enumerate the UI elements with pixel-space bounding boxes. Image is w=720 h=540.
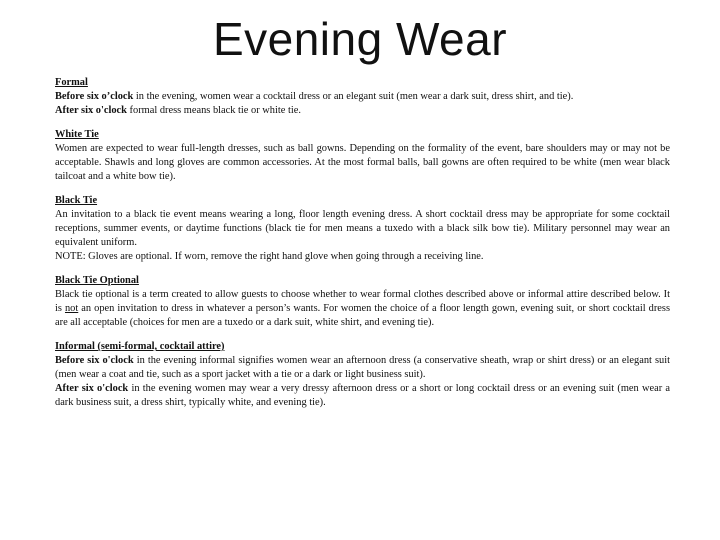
black-tie-optional-emphasis: not: [64, 303, 79, 314]
black-tie-optional-paragraph: [55, 288, 670, 330]
formal-after-six-text: formal dress means black tie or white tie.: [126, 105, 301, 116]
section-informal: [55, 340, 670, 410]
black-tie-optional-text-after: an open invitation to dress in whatever a person’s wants. For women the choice of a floor length gown, evening suit, or short cocktail dress are all acceptable (choices for men are a tuxedo or a dark suit, white shirt, and evening tie).: [55, 303, 670, 328]
section-heading-black-tie: Black Tie: [55, 195, 98, 206]
formal-after-six-lead: After six o'clock: [55, 105, 127, 116]
formal-after-six-paragraph: [55, 104, 670, 118]
informal-before-six-lead: Before six o'clock: [55, 355, 134, 366]
informal-after-six-lead: After six o'clock: [55, 383, 129, 394]
section-heading-informal: Informal (semi-formal, cocktail attire): [55, 341, 225, 352]
section-formal: [55, 76, 670, 118]
document-body: [55, 76, 670, 420]
white-tie-paragraph: Women are expected to wear full-length dresses, such as ball gowns. Depending on the formality of the event, bare shoulders may or may not be acceptable. Shawls and long gloves are common accessories. At the most formal balls, ball gowns are often required to be white (men wear black tailcoat and a white bow tie).: [55, 143, 670, 182]
informal-after-six-paragraph: [55, 382, 670, 410]
black-tie-optional-text-before: Black tie optional is a term created to allow guests to choose whether to wear formal clothes described above or informal attire described below. It is: [55, 289, 670, 314]
informal-after-six-text: in the evening women may wear a very dressy afternoon dress or a short or long cocktail dress or an evening suit (men wear a dark business suit, a dress shirt, typically white, and evening tie).: [55, 383, 670, 408]
section-black-tie: [55, 194, 670, 264]
informal-before-six-text: in the evening informal signifies women wear an afternoon dress (a conservative sheath, wrap or shirt dress) or an elegant suit (men wear a coat and tie, such as a sport jacket with a tie or a dark or light business suit).: [55, 355, 670, 380]
black-tie-paragraph: An invitation to a black tie event means wearing a long, floor length evening dress. A short cocktail dress may be appropriate for some cocktail receptions, summer events, or daytime functions (black tie for men means a tuxedo with a black silk bow tie). Military personnel may wear an equivalent uniform.: [55, 209, 670, 248]
section-heading-formal: Formal: [55, 77, 88, 88]
informal-before-six-paragraph: [55, 354, 670, 382]
formal-before-six-lead: Before six o’clock: [55, 91, 134, 102]
black-tie-note: NOTE: Gloves are optional. If worn, remove the right hand glove when going through a receiving line.: [55, 251, 484, 262]
section-white-tie: [55, 128, 670, 184]
page-title: Evening Wear: [212, 13, 508, 65]
section-heading-white-tie: White Tie: [55, 129, 99, 140]
formal-before-six-paragraph: [55, 90, 670, 104]
formal-before-six-text: in the evening, women wear a cocktail dress or an elegant suit (men wear a dark suit, dress shirt, and tie).: [133, 91, 574, 102]
section-heading-black-tie-optional: Black Tie Optional: [55, 275, 139, 286]
section-black-tie-optional: [55, 274, 670, 330]
